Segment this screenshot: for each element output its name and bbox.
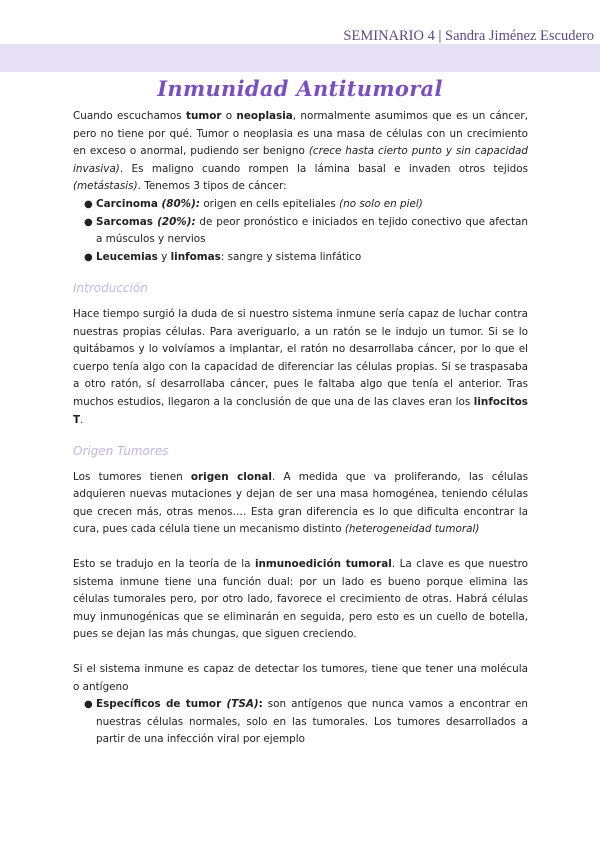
text-run: Hace tiempo surgió la duda de si nuestro sistema inmune sería capaz de luchar contra nuestras propias células. Para averiguarlo, a un ratón se le indujo un tumor. Si se lo quitábamos y lo volvíamos a implantar, el ratón no desarrollaba cáncer, por lo que el cuerpo tenía algo con la capacidad de diferenciar las células propias. Si se traspasaba a otro ratón, sí desarrollaba cáncer, pues le faltaba algo que tenía el anterior. Tras muchos estudios, llegaron a la conclusión de que una de las claves eran los [73,307,528,408]
bold-italic-note: (80%): [157,197,201,210]
bold-italic-note: (20%): [152,215,196,228]
text-run: son antígenos que nunca vamos a encontrar en nuestras células normales, solo en las tumorales. Los tumores desarrollados a partir de una infección viral por ejemplo [96,698,528,746]
intro-paragraph [73,108,528,196]
text-run: Los tumores tienen [73,470,191,483]
text-run: o [221,110,237,122]
list-item [73,196,528,214]
list-item [73,696,528,749]
bold-term: linfomas [170,250,221,263]
origen-paragraph-2 [73,556,528,644]
introduccion-paragraph [73,306,528,429]
seminar-label: SEMINARIO 4 [343,28,435,44]
text-run: origen en cells epiteliales [200,197,340,210]
text-run: , normalmente asumimos que es un cáncer, pero no tiene por qué. Tumor o neoplasia es una masa de células con un crecimiento en exceso o anormal, pudiendo ser benigno [73,110,528,158]
author-name: Sandra Jiménez Escudero [445,28,594,44]
bold-term: origen clonal [190,470,272,483]
text-run: : sangre y sistema linfático [220,250,362,263]
bullet-icon: ● [84,216,93,228]
cancer-types-list [73,196,528,266]
bold-term: inmunoedición tumoral [254,558,392,571]
text-run: de peor pronóstico e iniciados en tejido conectivo que afectan a músculos y nervios [96,215,528,246]
list-item [73,249,528,267]
page-title: Inmunidad Antitumoral [157,76,443,101]
text-run: . Tenemos 3 tipos de cáncer: [137,180,287,193]
text-run: . A medida que va proliferando, las células adquieren nuevas mutaciones y dejan de ser una masa homogénea, teniendo células que crecen más, otras menos…. Esta gran diferencia es lo que dificulta encontrar la cura, pues cada célula tiene un mecanismo distinto [73,470,529,536]
bold-term: Sarcomas [96,215,153,228]
bold-term: : [258,698,263,711]
bold-term: Leucemias [96,250,158,263]
origen-paragraph-1 [73,469,528,539]
bold-term: neoplasia [236,110,293,122]
header-decorative-bar [0,44,600,72]
bold-italic-note: (TSA) [221,698,259,711]
document-body [73,108,528,749]
bold-term: Específicos de tumor [96,698,222,711]
italic-note: (heterogeneidad tumoral) [344,523,480,536]
text-run: y [157,250,171,263]
running-header [343,28,594,44]
text-run: . Es maligno cuando rompen la lámina basal e invaden otros tejidos [119,162,528,175]
text-run: . La clave es que nuestro sistema inmune tiene una función dual: por un lado es bueno porque elimina las células tumorales pero, por otro lado, favorece el crecimiento de otras. Habrá células muy inmunogénicas que se eliminarán en seguida, pero esto es un cuello de botella, pues se dejan las más chungas, que siguen creciendo. [73,558,528,641]
antigen-types-list [73,696,528,749]
section-heading-introduccion: Introducción [73,281,148,296]
italic-note: (no solo en piel) [339,197,423,210]
italic-note: (crece hasta cierto punto y sin capacidad invasiva) [73,145,528,175]
page-header [0,0,600,44]
bullet-icon: ● [84,251,93,263]
bold-term: tumor [186,110,222,122]
list-item [73,214,528,249]
bullet-icon: ● [84,699,93,711]
origen-paragraph-3: Si el sistema inmune es capaz de detectar los tumores, tiene que tener una molécula o antígeno [73,663,528,693]
section-heading-origen: Origen Tumores [73,444,169,459]
text-run: Esto se tradujo en la teoría de la [73,558,255,571]
text-run: . [80,413,84,426]
header-separator: | [438,28,442,44]
text-run: Cuando escuchamos [73,110,186,122]
italic-note: (metástasis) [73,180,138,193]
bold-term: linfocitos T [73,395,528,426]
bold-term: Carcinoma [96,197,158,210]
bullet-icon: ● [84,198,93,210]
